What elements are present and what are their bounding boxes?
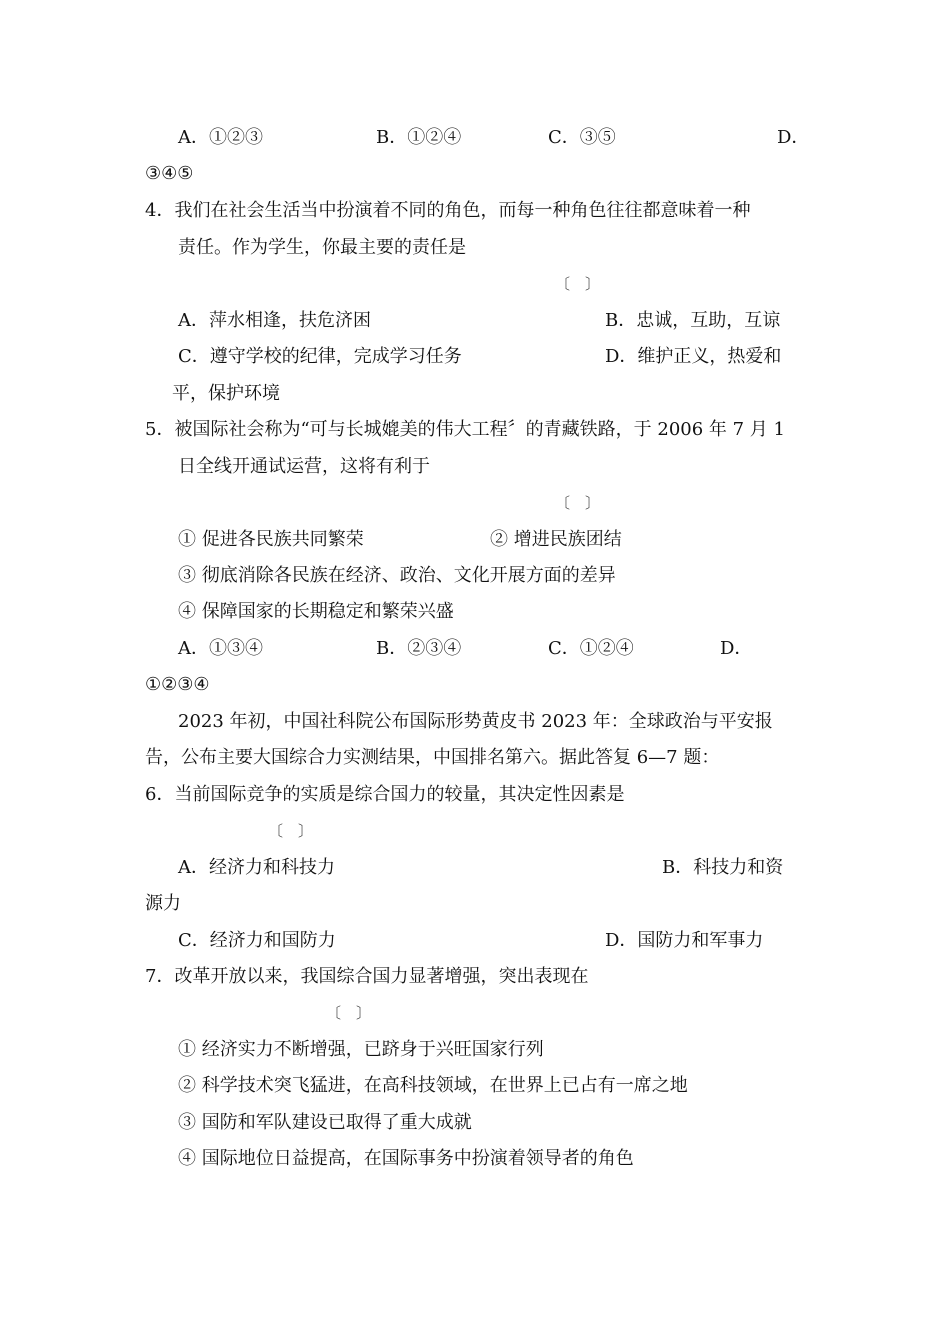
q6-stem: 6．当前国际竞争的实质是综合国力的较量，其决定性因素是: [145, 784, 625, 805]
q3-option-b: B．①②④: [376, 127, 462, 148]
q5-option-d-content: ①②③④: [145, 674, 210, 695]
q4-option-c: C．遵守学校的纪律，完成学习任务: [178, 346, 462, 367]
q7-statement-1: ① 经济实力不断增强，已跻身于兴旺国家行列: [178, 1039, 544, 1060]
q5-option-a: A．①③④: [178, 638, 263, 659]
q6-option-b: B．科技力和资: [662, 857, 784, 878]
q4-option-d-continued: 平，保护环境: [172, 383, 280, 404]
q3-option-a: A．①②③: [178, 127, 263, 148]
q3-option-d-content: ③④⑤: [145, 163, 194, 184]
q7-answer-bracket: 〔 〕: [326, 1004, 372, 1022]
q3-option-d-label: D．: [777, 127, 810, 148]
q5-stem-line1: 5．被国际社会称为“可与长城媲美的伟大工程〞的青藏铁路，于 2006 年 7 月 1: [145, 419, 785, 440]
q6-option-a: A．经济力和科技力: [178, 857, 335, 878]
q5-statement-1: ① 促进各民族共同繁荣: [178, 529, 364, 550]
q5-answer-bracket: 〔 〕: [555, 494, 601, 512]
q5-statement-3: ③ 彻底消除各民族在经济、政治、文化开展方面的差异: [178, 565, 616, 586]
q5-stem-line2: 日全线开通试运营，这将有利于: [178, 456, 430, 477]
intro-line1: 2023 年初，中国社科院公布国际形势黄皮书 2023 年：全球政治与平安报: [178, 711, 773, 732]
q4-answer-bracket: 〔 〕: [555, 275, 601, 293]
q7-statement-4: ④ 国际地位日益提高，在国际事务中扮演着领导者的角色: [178, 1148, 634, 1169]
q6-option-c: C．经济力和国防力: [178, 930, 336, 951]
q3-option-c: C．③⑤: [548, 127, 616, 148]
q7-stem: 7．改革开放以来，我国综合国力显著增强，突出表现在: [145, 966, 589, 987]
q5-statement-2: ② 增进民族团结: [490, 529, 622, 550]
q5-option-d-label: D．: [720, 638, 753, 659]
q4-option-d: D．维护正义，热爱和: [605, 346, 782, 367]
q4-stem-line2: 责任。作为学生，你最主要的责任是: [178, 237, 466, 258]
q4-option-a: A．萍水相逢，扶危济困: [178, 310, 371, 331]
intro-line2: 告，公布主要大国综合力实测结果，中国排名第六。据此答复 6—7 题：: [145, 747, 720, 768]
q6-option-b-continued: 源力: [145, 893, 181, 914]
q4-stem-line1: 4．我们在社会生活当中扮演着不同的角色，而每一种角色往往都意味着一种: [145, 200, 751, 221]
q6-option-d: D．国防力和军事力: [605, 930, 764, 951]
q6-answer-bracket: 〔 〕: [268, 822, 314, 840]
q5-option-c: C．①②④: [548, 638, 634, 659]
q5-option-b: B．②③④: [376, 638, 462, 659]
q7-statement-3: ③ 国防和军队建设已取得了重大成就: [178, 1112, 472, 1133]
q4-option-b: B．忠诚，互助，互谅: [605, 310, 781, 331]
q7-statement-2: ② 科学技术突飞猛进，在高科技领域，在世界上已占有一席之地: [178, 1075, 688, 1096]
q5-statement-4: ④ 保障国家的长期稳定和繁荣兴盛: [178, 601, 454, 622]
